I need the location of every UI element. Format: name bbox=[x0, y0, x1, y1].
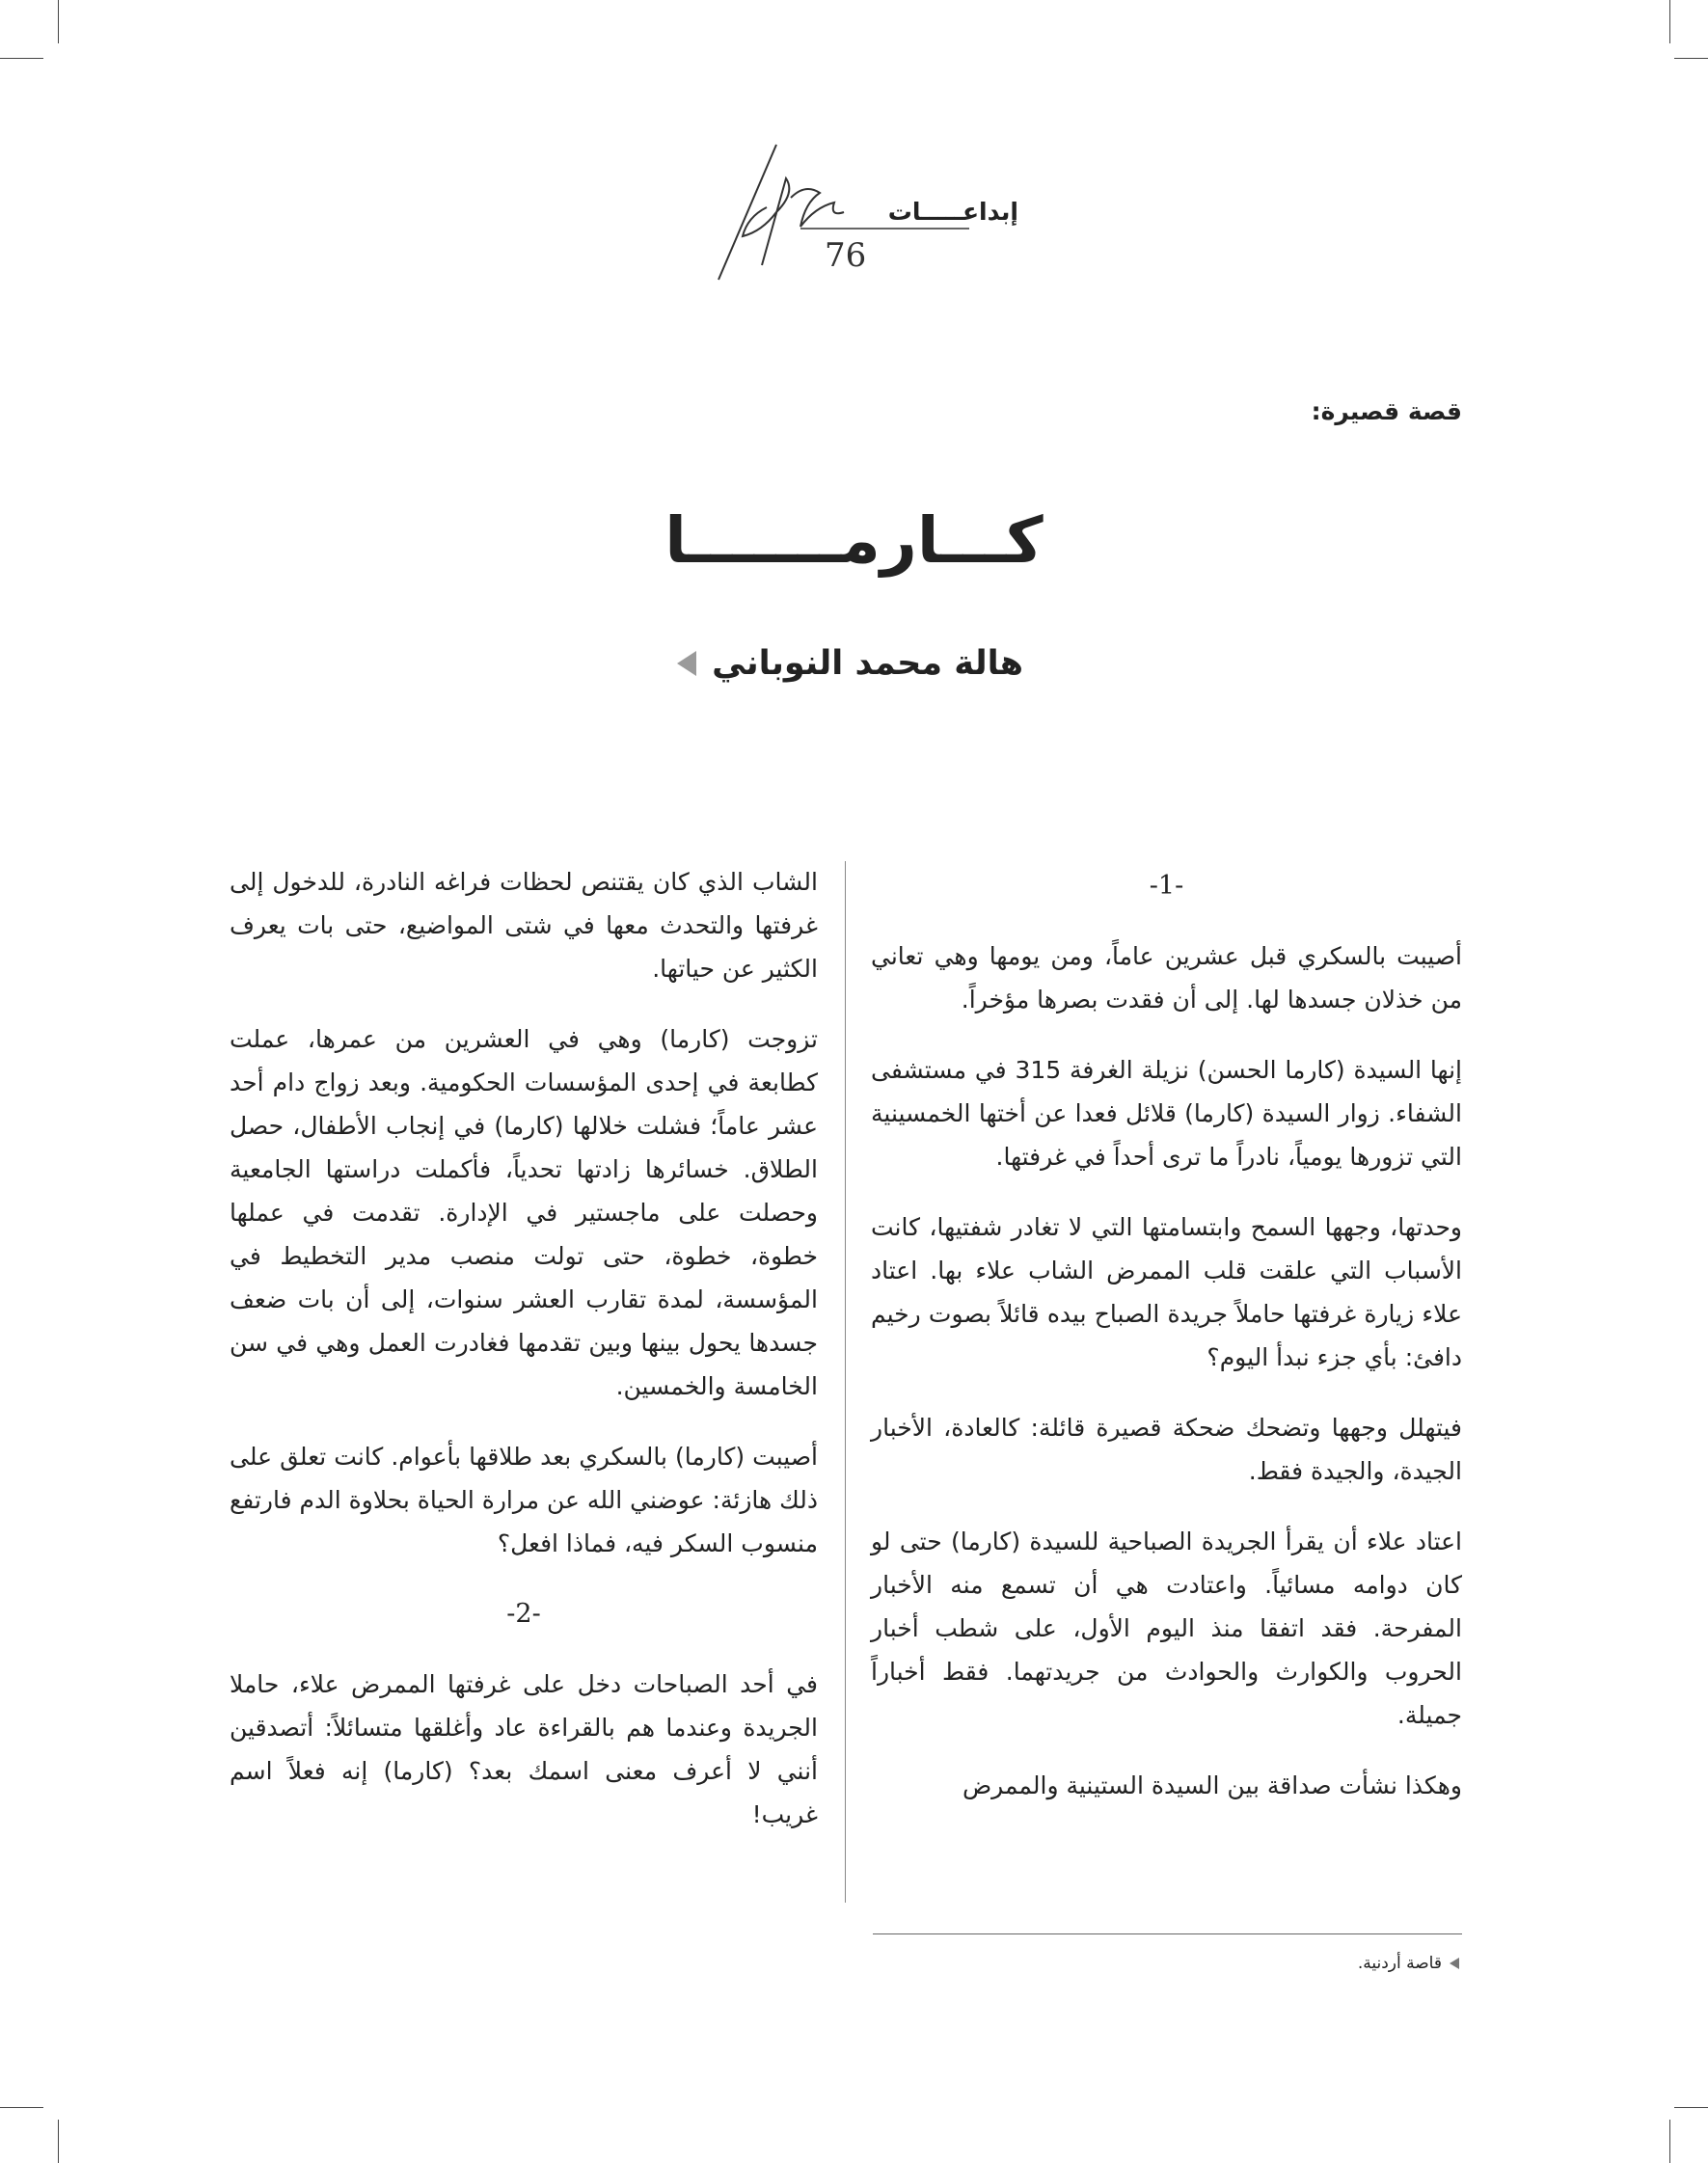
crop-mark bbox=[1669, 2120, 1670, 2163]
story-type-label: قصة قصيرة: bbox=[1311, 397, 1462, 425]
crop-mark bbox=[1674, 58, 1708, 59]
triangle-marker-icon bbox=[677, 651, 696, 676]
author-line bbox=[677, 644, 1023, 683]
section-number: -2- bbox=[506, 1599, 541, 1629]
paragraph: اعتاد علاء أن يقرأ الجريدة الصباحية للسيدة (كارما) حتى لو كان دوامه مسائياً. واعتادت هي أن تسمع منه الأخبار المفرحة. فقد اتفقا منذ اليوم الأول، على شطب أخبار الحروب والكوارث والحوادث من جريدتهما. فقط أخباراً جميلة. bbox=[871, 1528, 1462, 1729]
crop-mark bbox=[1669, 0, 1670, 43]
section-label: إبداعـــــات bbox=[887, 198, 1018, 226]
crop-mark bbox=[0, 58, 43, 59]
crop-mark bbox=[0, 2107, 43, 2108]
section-number: -1- bbox=[1149, 871, 1184, 901]
footnote-text: قاصة أردنية. bbox=[1357, 1954, 1442, 1973]
crop-mark bbox=[58, 0, 59, 43]
paragraph: أصيبت بالسكري قبل عشرين عاماً، ومن يومها وهي تعاني من خذلان جسدها لها. إلى أن فقدت بصرها مؤخراً. bbox=[871, 942, 1462, 1014]
page-number: 76 bbox=[825, 236, 867, 275]
paragraph: إنها السيدة (كارما الحسن) نزيلة الغرفة 315 في مستشفى الشفاء. زوار السيدة (كارما) قلائل فعدا عن أختها الخمسينية التي تزورها يومياً، نادراً ما ترى أحداً في غرفتها. bbox=[871, 1056, 1462, 1171]
footnote-rule bbox=[873, 1933, 1462, 1934]
paragraph: فيتهلل وجهها وتضحك ضحكة قصيرة قائلة: كالعادة، الأخبار الجيدة، والجيدة فقط. bbox=[871, 1414, 1462, 1485]
triangle-marker-icon bbox=[1450, 1958, 1459, 1969]
story-title: كـــارمـــــــا bbox=[664, 503, 1044, 578]
right-column bbox=[871, 860, 1462, 1834]
crop-mark bbox=[1674, 2107, 1708, 2108]
paragraph: أصيبت (كارما) بالسكري بعد طلاقها بأعوام. كانت تعلق على ذلك هازئة: عوضني الله عن مرارة الحياة بحلاوة الدم فارتفع منسوب السكر فيه، فماذا افعل؟ bbox=[230, 1443, 818, 1557]
author-name: هالة محمد النوباني bbox=[712, 644, 1023, 683]
paragraph: تزوجت (كارما) وهي في العشرين من عمرها، عملت كطابعة في إحدى المؤسسات الحكومية. وبعد زواج دام أحد عشر عاماً؛ فشلت خلالها (كارما) في إنجاب الأطفال، حصل الطلاق. خسائرها زادتها تحدياً، فأكملت دراستها الجامعية وحصلت على ماجستير في الإدارة. تقدمت في عملها خطوة، خطوة، حتى تولت منصب مدير التخطيط في المؤسسة، لمدة تقارب العشر سنوات، إلى أن بات ضعف جسدها يحول بينها وبين تقدمها فغادرت العمل وهي في سن الخامسة والخمسين. bbox=[230, 1025, 818, 1400]
left-column bbox=[230, 860, 818, 1863]
paragraph: في أحد الصباحات دخل على غرفتها الممرض علاء، حاملا الجريدة وعندما هم بالقراءة عاد وأغلقها متسائلاً: أتصدقين أنني لا أعرف معنى اسمك بعد؟ (كارما) إنه فعلاً اسم غريب! bbox=[230, 1670, 818, 1828]
paragraph: وهكذا نشأت صداقة بين السيدة الستينية والممرض bbox=[962, 1771, 1462, 1799]
paragraph: وحدتها، وجهها السمح وابتسامتها التي لا تغادر شفتيها، كانت الأسباب التي علقت قلب الممرض الشاب علاء بها. اعتاد علاء زيارة غرفتها حاملاً جريدة الصباح بيده قائلاً بصوت رخيم دافئ: بأي جزء نبدأ اليوم؟ bbox=[871, 1213, 1462, 1371]
paragraph: الشاب الذي كان يقتنص لحظات فراغه النادرة، للدخول إلى غرفتها والتحدث معها في شتى المواضيع، حتى بات يعرف الكثير عن حياتها. bbox=[230, 868, 818, 983]
crop-mark bbox=[58, 2120, 59, 2163]
footnote bbox=[1358, 1954, 1459, 1973]
column-divider bbox=[845, 861, 846, 1903]
